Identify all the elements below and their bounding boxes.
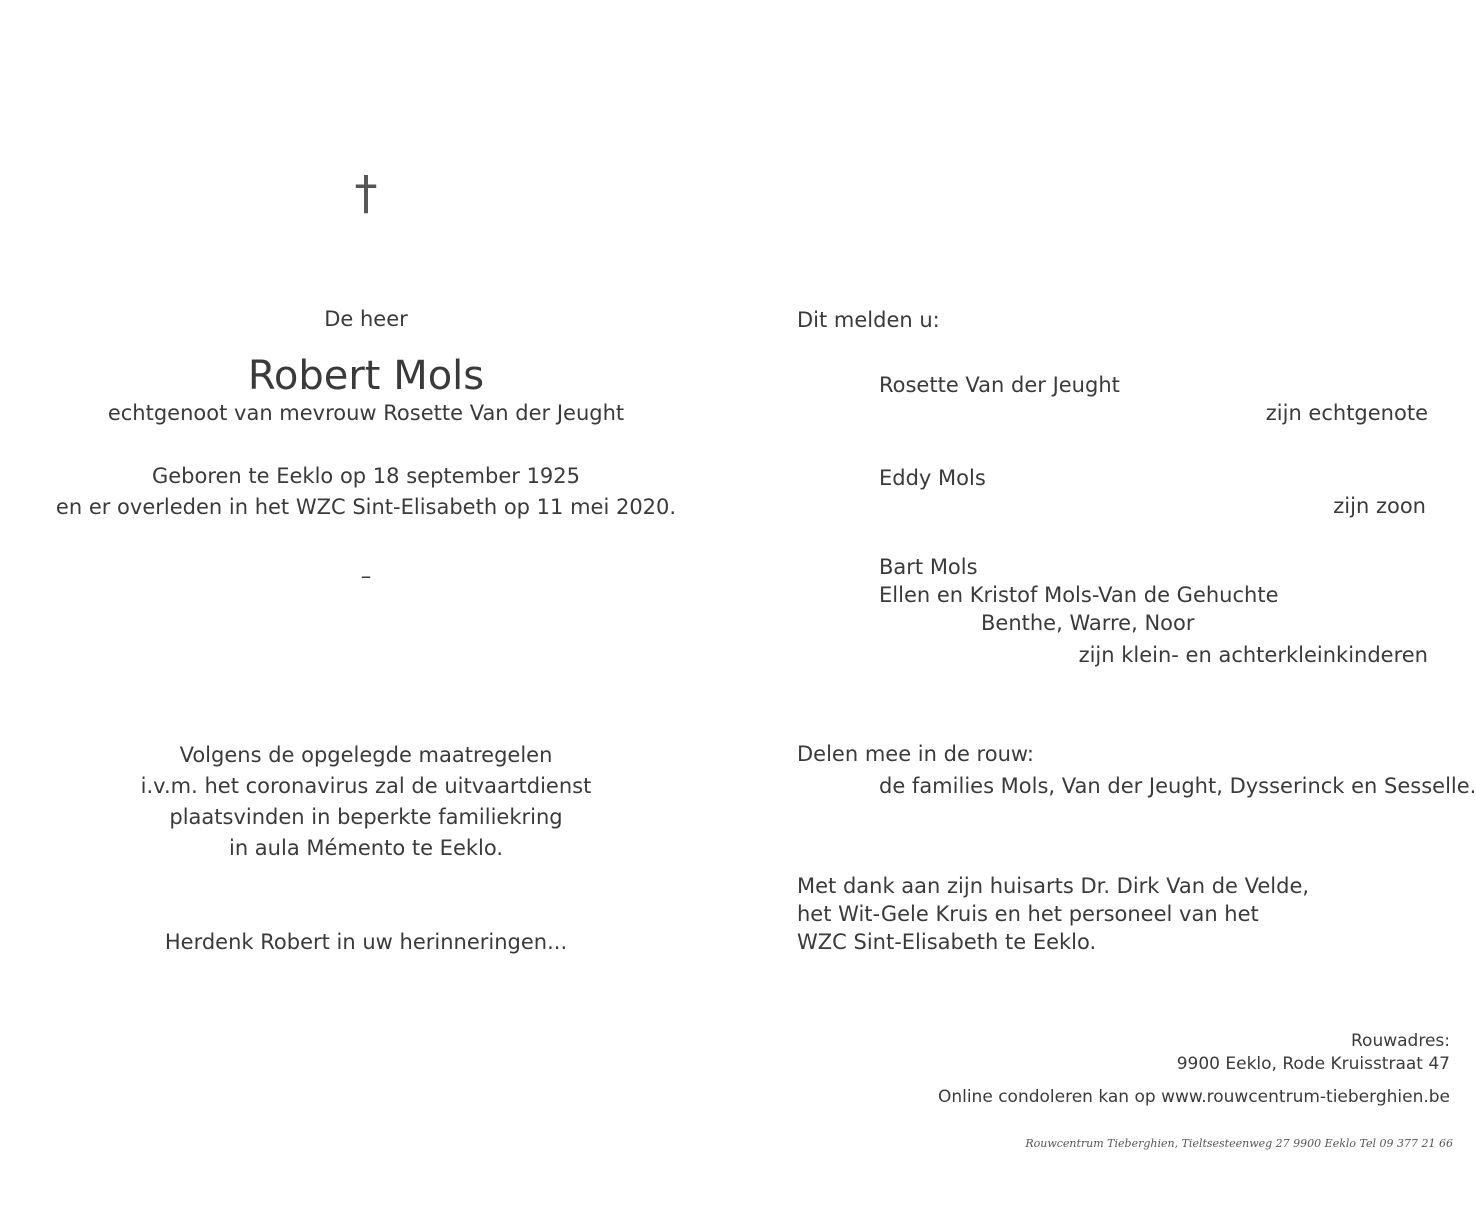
announcement-intro: Dit melden u: bbox=[797, 308, 940, 332]
ceremony-line: plaatsvinden in beperkte familiekring bbox=[169, 805, 563, 829]
closing-line: Herdenk Robert in uw herinneringen... bbox=[164, 930, 568, 954]
family-member-name: Rosette Van der Jeught bbox=[879, 373, 1120, 397]
deceased-name: Robert Mols bbox=[247, 353, 485, 399]
death-line: en er overleden in het WZC Sint-Elisabeth op 11 mei 2020. bbox=[55, 495, 677, 519]
divider-dash: – bbox=[360, 564, 372, 588]
family-relation: zijn zoon bbox=[1333, 494, 1426, 518]
family-relation: zijn echtgenote bbox=[1265, 401, 1428, 425]
family-relation: zijn klein- en achterkleinkinderen bbox=[1078, 643, 1428, 667]
cross-symbol: † bbox=[354, 166, 378, 220]
birth-line: Geboren te Eeklo op 18 september 1925 bbox=[151, 464, 581, 488]
thanks-line: WZC Sint-Elisabeth te Eeklo. bbox=[797, 930, 1097, 954]
mourning-intro: Delen mee in de rouw: bbox=[797, 742, 1034, 766]
mourning-families: de families Mols, Van der Jeught, Dysserinck en Sesselle. bbox=[879, 774, 1476, 798]
family-member-name: Eddy Mols bbox=[879, 466, 986, 490]
ceremony-line: Volgens de opgelegde maatregelen bbox=[179, 743, 553, 767]
address: 9900 Eeklo, Rode Kruisstraat 47 bbox=[1176, 1054, 1450, 1074]
ceremony-line: i.v.m. het coronavirus zal de uitvaartdienst bbox=[140, 774, 592, 798]
thanks-line: Met dank aan zijn huisarts Dr. Dirk Van de Velde, bbox=[797, 874, 1310, 898]
honorific: De heer bbox=[324, 307, 408, 331]
address-label: Rouwadres: bbox=[1351, 1031, 1450, 1051]
spouse-line: echtgenoot van mevrouw Rosette Van der Jeught bbox=[107, 401, 625, 425]
funeral-home-footer: Rouwcentrum Tieberghien, Tieltsesteenweg 27 9900 Eeklo Tel 09 377 21 66 bbox=[1025, 1137, 1453, 1150]
thanks-line: het Wit-Gele Kruis en het personeel van het bbox=[797, 902, 1259, 926]
family-subnames: Benthe, Warre, Noor bbox=[981, 611, 1195, 635]
ceremony-line: in aula Mémento te Eeklo. bbox=[228, 836, 504, 860]
online-condolence: Online condoleren kan op www.rouwcentrum-tieberghien.be bbox=[937, 1087, 1450, 1107]
family-member-name: Ellen en Kristof Mols-Van de Gehuchte bbox=[879, 583, 1279, 607]
family-member-name: Bart Mols bbox=[879, 555, 978, 579]
